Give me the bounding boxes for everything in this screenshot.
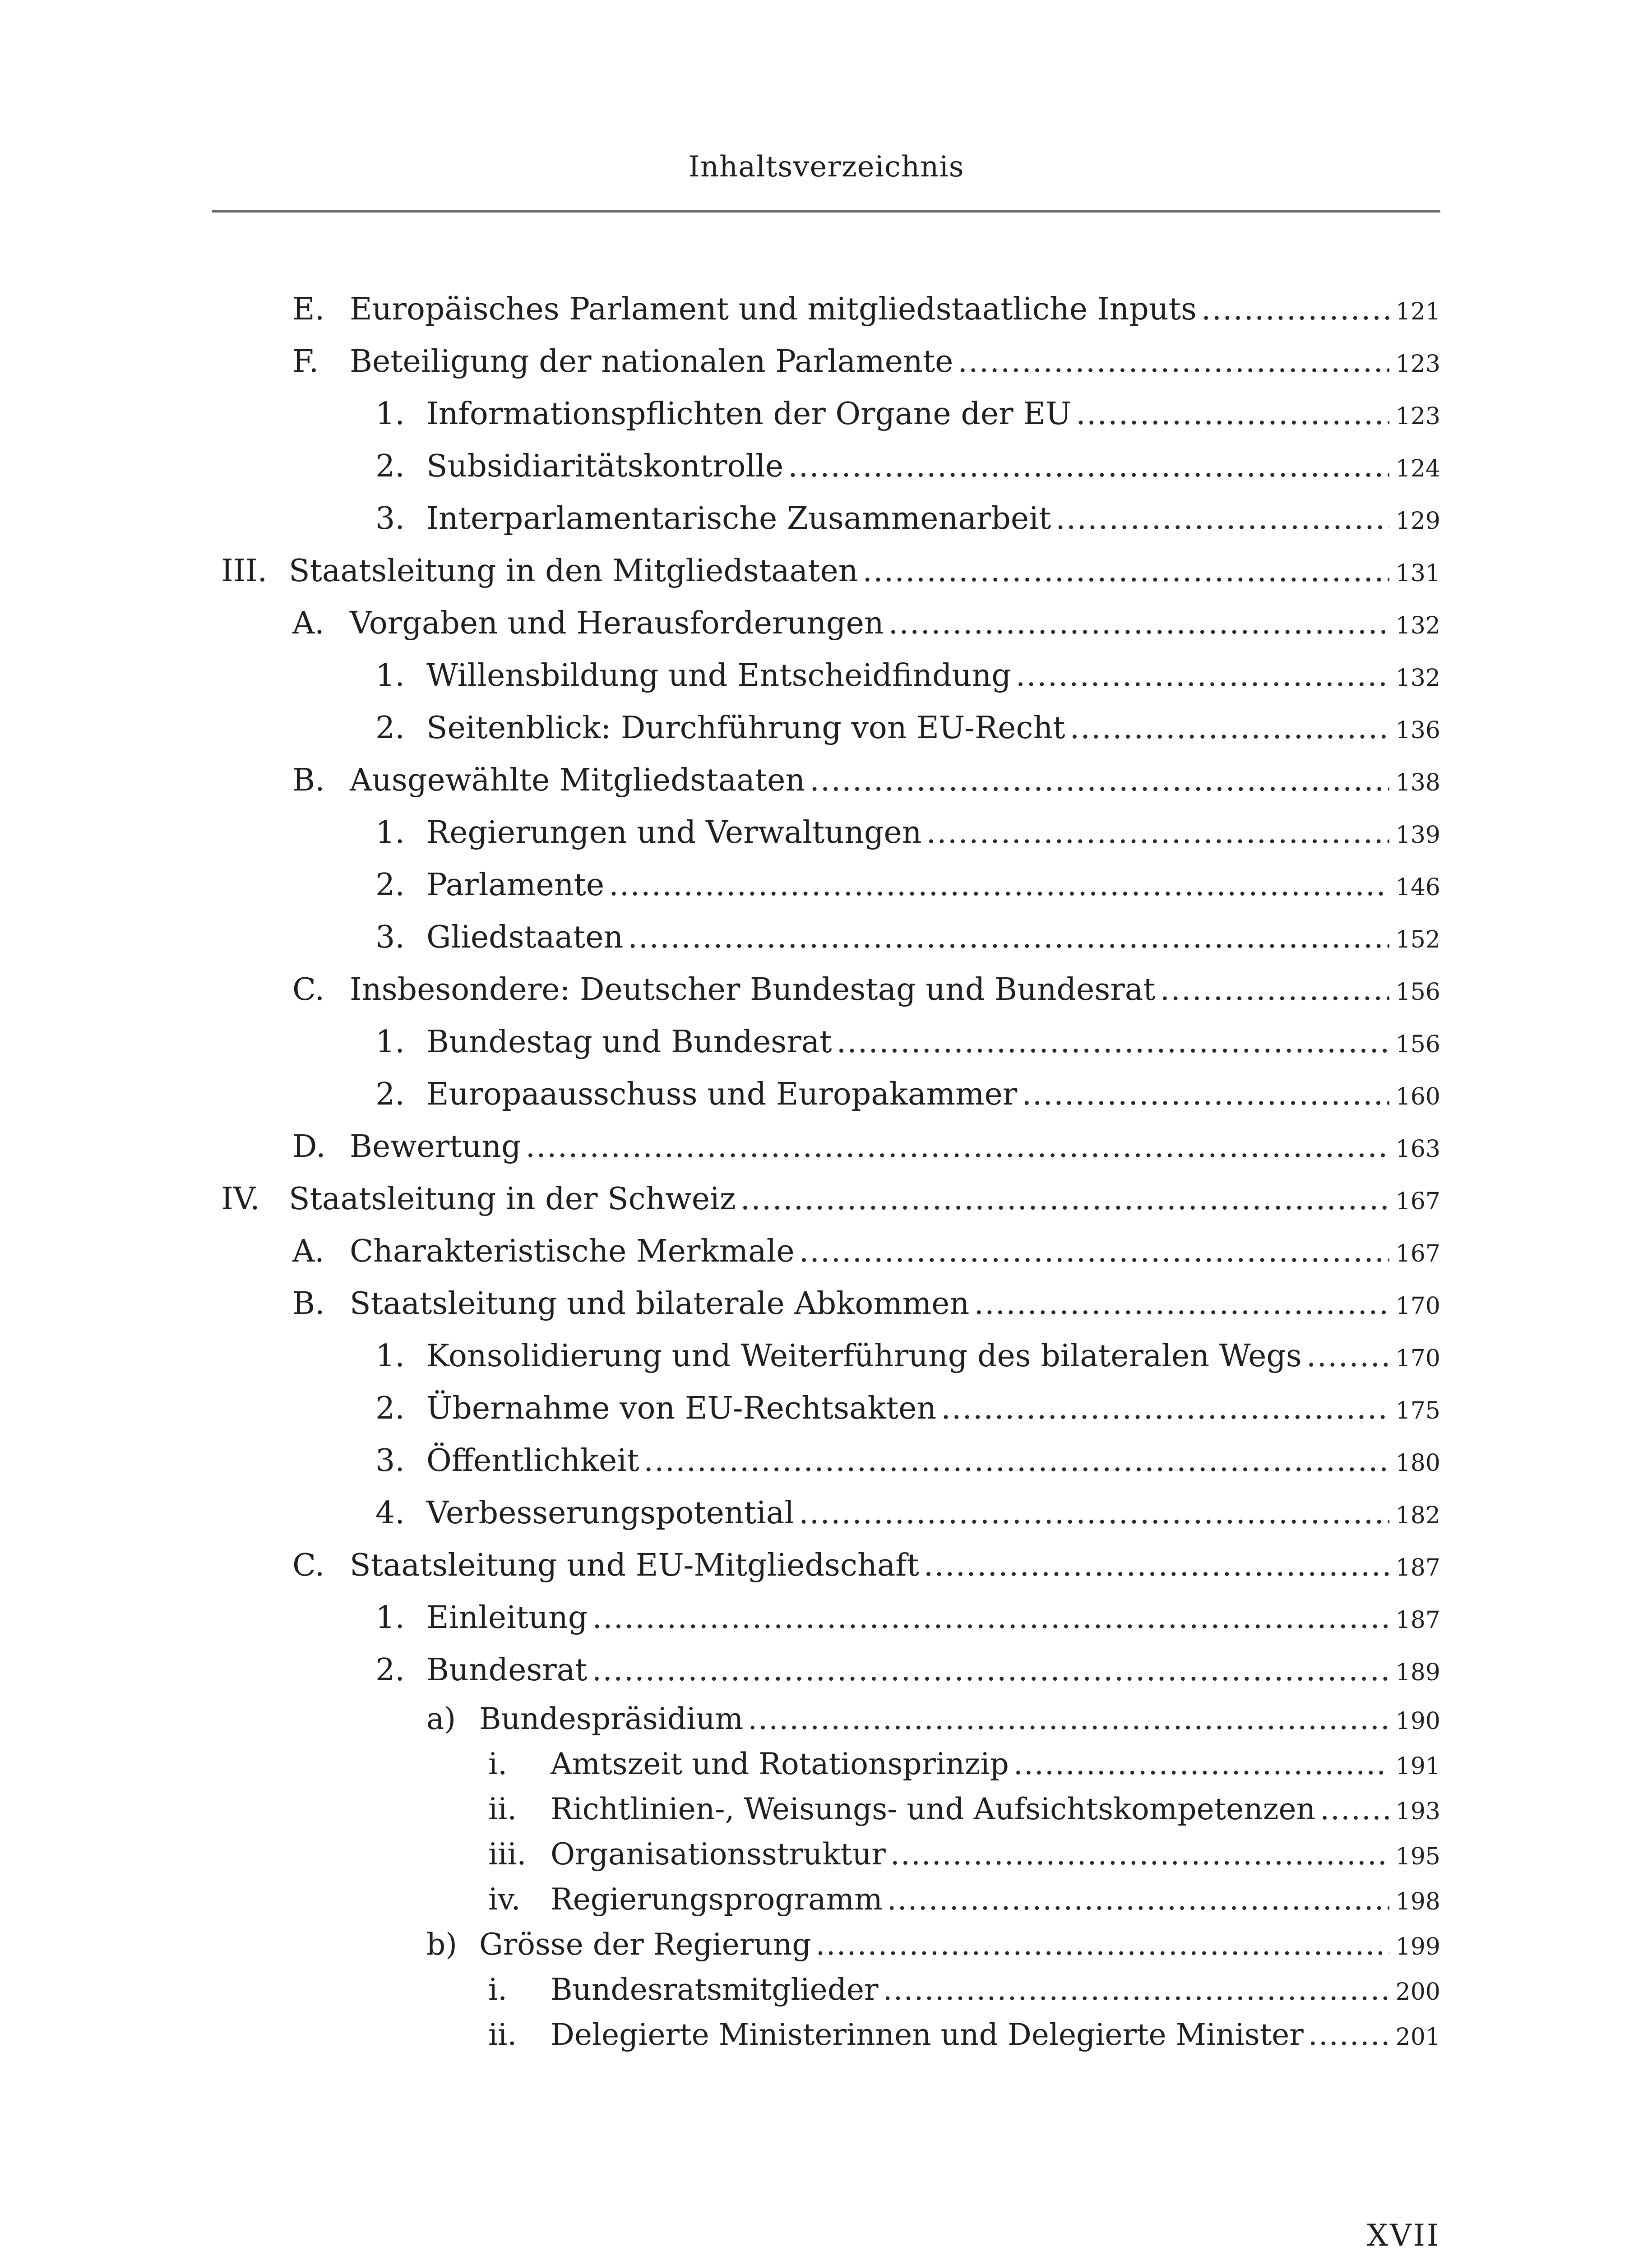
toc-entry[interactable] <box>0 1644 1652 1697</box>
toc-entry-number: A. <box>292 606 324 641</box>
toc-entry-title: Informationspflichten der Organe der EU <box>426 396 1072 432</box>
toc-entry[interactable] <box>0 964 1652 1016</box>
toc-entry-title: Willensbildung und Entscheidfindung <box>426 658 1011 693</box>
toc-entry-page: 191 <box>1395 1753 1440 1780</box>
toc-entry-title: Einleitung <box>426 1600 588 1636</box>
dot-leader <box>1070 702 1389 754</box>
toc-entry-title: Insbesondere: Deutscher Bundestag und Bundesrat <box>350 972 1156 1008</box>
toc-entry-number: 2. <box>375 1391 405 1426</box>
toc-entry-page: 187 <box>1395 1607 1440 1634</box>
toc-entry-title: Interparlamentarische Zusammenarbeit <box>426 501 1051 536</box>
toc-entry[interactable] <box>0 545 1652 597</box>
toc-entry-number: III. <box>221 553 268 589</box>
toc-entry-number: iv. <box>488 1882 521 1917</box>
toc-entry-number: iii. <box>488 1837 527 1872</box>
toc-entry-number: i. <box>488 1747 508 1781</box>
toc-entry[interactable] <box>0 1173 1652 1225</box>
toc-entry[interactable] <box>0 1435 1652 1487</box>
toc-entry-title: Seitenblick: Durchführung von EU-Recht <box>426 710 1065 746</box>
toc-entry[interactable] <box>0 1487 1652 1539</box>
toc-entry[interactable] <box>0 1787 1652 1832</box>
dot-leader <box>740 1173 1389 1225</box>
toc-entry-title: Richtlinien-, Weisungs- und Aufsichtskompetenzen <box>551 1792 1316 1826</box>
toc-entry[interactable] <box>0 1877 1652 1922</box>
toc-entry-number: B. <box>292 1286 325 1322</box>
dot-leader <box>628 911 1389 964</box>
toc-entry-title: Öffentlichkeit <box>426 1443 639 1479</box>
toc-entry-title: Ausgewählte Mitgliedstaaten <box>350 763 805 798</box>
toc-entry-page: 160 <box>1395 1083 1440 1110</box>
toc-entry-page: 189 <box>1395 1659 1440 1686</box>
toc-entry-title: Regierungen und Verwaltungen <box>426 815 922 851</box>
toc-entry-number: 1. <box>375 396 405 432</box>
toc-entry-number: i. <box>488 1972 508 2007</box>
toc-entry-page: 131 <box>1395 560 1440 587</box>
toc-entry-title: Parlamente <box>426 867 605 903</box>
toc-entry-number: 1. <box>375 815 405 851</box>
toc-entry-page: 182 <box>1395 1502 1440 1529</box>
toc-entry[interactable] <box>0 807 1652 859</box>
toc-entry-page: 152 <box>1395 926 1440 953</box>
toc-entry[interactable] <box>0 1225 1652 1278</box>
toc-entry-page: 123 <box>1395 351 1440 378</box>
toc-entry-page: 124 <box>1395 455 1440 482</box>
dot-leader <box>748 1697 1389 1742</box>
toc-entry[interactable] <box>0 1382 1652 1435</box>
toc-entry-page: 132 <box>1395 612 1440 639</box>
dot-leader <box>887 1877 1389 1922</box>
dot-leader <box>1306 1330 1389 1382</box>
toc-entry-title: Staatsleitung in den Mitgliedstaaten <box>289 553 858 589</box>
toc-entry-page: 200 <box>1395 1979 1440 2006</box>
toc-entry-number: 3. <box>375 501 405 536</box>
toc-entry-title: Gliedstaaten <box>426 920 624 955</box>
toc-entry[interactable] <box>0 1922 1652 1967</box>
toc-entry-page: 167 <box>1395 1240 1440 1267</box>
toc-entry-title: Staatsleitung und EU-Mitgliedschaft <box>350 1548 919 1583</box>
toc-entry-number: C. <box>292 1548 325 1583</box>
toc-entry[interactable] <box>0 650 1652 702</box>
toc-entry[interactable] <box>0 1068 1652 1121</box>
toc-entry-page: 139 <box>1395 822 1440 849</box>
toc-entry[interactable] <box>0 1592 1652 1644</box>
toc-entry-page: 167 <box>1395 1188 1440 1215</box>
toc-entry-title: Konsolidierung und Weiterführung des bilateralen Wegs <box>426 1338 1302 1374</box>
toc-entry-number: 3. <box>375 920 405 955</box>
toc-entry-title: Bundesrat <box>426 1652 588 1688</box>
dot-leader <box>788 440 1389 493</box>
toc-entry-page: 129 <box>1395 508 1440 535</box>
dot-leader <box>890 1832 1389 1877</box>
toc-entry[interactable] <box>0 1539 1652 1592</box>
dot-leader <box>888 597 1389 650</box>
toc-entry[interactable] <box>0 1121 1652 1173</box>
running-head: Inhaltsverzeichnis <box>688 150 964 184</box>
toc-entry-number: 2. <box>375 710 405 746</box>
toc-entry-number: 2. <box>375 867 405 903</box>
dot-leader <box>799 1487 1389 1539</box>
toc-entry[interactable] <box>0 440 1652 493</box>
toc-entry-page: 132 <box>1395 665 1440 692</box>
toc-entry[interactable] <box>0 1016 1652 1068</box>
toc-entry[interactable] <box>0 702 1652 754</box>
toc-entry-page: 201 <box>1395 2024 1440 2051</box>
toc-entry[interactable] <box>0 597 1652 650</box>
dot-leader <box>1320 1787 1389 1832</box>
dot-leader <box>926 807 1389 859</box>
toc-entry-number: IV. <box>221 1181 260 1217</box>
toc-entry[interactable] <box>0 1832 1652 1877</box>
toc-entry-number: F. <box>292 344 319 379</box>
toc-entry-title: Staatsleitung und bilaterale Abkommen <box>350 1286 970 1322</box>
toc-entry-title: Europaausschuss und Europakammer <box>426 1077 1018 1112</box>
toc-entry-page: 138 <box>1395 769 1440 796</box>
toc-entry-page: 146 <box>1395 874 1440 901</box>
toc-entry[interactable] <box>0 388 1652 440</box>
toc-entry[interactable] <box>0 1742 1652 1787</box>
dot-leader <box>810 754 1389 807</box>
toc-entry-page: 198 <box>1395 1888 1440 1915</box>
toc-entry-number: a) <box>426 1701 456 1736</box>
dot-leader <box>883 1967 1389 2012</box>
toc-entry-number: ii. <box>488 1792 517 1826</box>
toc-entry-page: 175 <box>1395 1397 1440 1424</box>
toc-entry-page: 136 <box>1395 717 1440 744</box>
toc-entry-title: Regierungsprogramm <box>551 1882 883 1917</box>
toc-entry-page: 187 <box>1395 1554 1440 1581</box>
dot-leader <box>816 1922 1389 1967</box>
toc-entry-title: Delegierte Ministerinnen und Delegierte Minister <box>551 2017 1304 2052</box>
toc-entry-page: 156 <box>1395 1031 1440 1058</box>
page-folio: XVII <box>1367 2218 1440 2253</box>
toc-entry-title: Europäisches Parlament und mitgliedstaatliche Inputs <box>350 291 1197 327</box>
toc-entry-page: 170 <box>1395 1293 1440 1320</box>
toc-entry-title: Übernahme von EU-Rechtsakten <box>426 1391 937 1426</box>
toc-entry[interactable] <box>0 1330 1652 1382</box>
toc-entry[interactable] <box>0 283 1652 336</box>
toc-entry-number: A. <box>292 1234 324 1269</box>
toc-entry-number: ii. <box>488 2017 517 2052</box>
toc-entry-title: Charakteristische Merkmale <box>350 1234 795 1269</box>
toc-entry[interactable] <box>0 754 1652 807</box>
dot-leader <box>924 1539 1389 1592</box>
toc-entry-title: Vorgaben und Herausforderungen <box>350 606 884 641</box>
dot-leader <box>958 336 1389 388</box>
dot-leader <box>1055 493 1389 545</box>
dot-leader <box>592 1644 1389 1697</box>
toc-entry[interactable] <box>0 493 1652 545</box>
dot-leader <box>941 1382 1389 1435</box>
toc-entry-number: b) <box>426 1927 457 1962</box>
dot-leader <box>1016 650 1389 702</box>
toc-entry-number: 3. <box>375 1443 405 1479</box>
toc-entry-number: 1. <box>375 1024 405 1060</box>
toc-entry[interactable] <box>0 336 1652 388</box>
toc-entry-title: Bewertung <box>350 1129 521 1165</box>
dot-leader <box>609 859 1389 911</box>
toc-entry-page: 193 <box>1395 1798 1440 1825</box>
dot-leader <box>1308 2012 1389 2057</box>
dot-leader <box>1201 283 1389 336</box>
toc-entry-title: Bundespräsidium <box>479 1701 744 1736</box>
toc-entry[interactable] <box>0 1967 1652 2012</box>
dot-leader <box>799 1225 1389 1278</box>
toc-entry-title: Verbesserungspotential <box>426 1495 795 1531</box>
dot-leader <box>643 1435 1389 1487</box>
dot-leader <box>863 545 1389 597</box>
toc-entry-page: 121 <box>1395 298 1440 325</box>
toc-entry[interactable] <box>0 1697 1652 1742</box>
toc-entry[interactable] <box>0 2012 1652 2057</box>
toc-entry-title: Bundesratsmitglieder <box>551 1972 879 2007</box>
toc-entry[interactable] <box>0 911 1652 964</box>
toc-entry-page: 170 <box>1395 1345 1440 1372</box>
dot-leader <box>1013 1742 1389 1787</box>
toc-entry[interactable] <box>0 1278 1652 1330</box>
toc-entry-title: Organisationsstruktur <box>551 1837 886 1872</box>
toc-entry[interactable] <box>0 859 1652 911</box>
toc-entry-number: 2. <box>375 448 405 484</box>
dot-leader <box>526 1121 1389 1173</box>
toc-entry-title: Bundestag und Bundesrat <box>426 1024 832 1060</box>
dot-leader <box>1160 964 1389 1016</box>
toc-entry-title: Grösse der Regierung <box>479 1927 811 1962</box>
toc-entry-number: 2. <box>375 1077 405 1112</box>
toc-entry-title: Beteiligung der nationalen Parlamente <box>350 344 953 379</box>
toc-entry-page: 156 <box>1395 979 1440 1006</box>
toc-entry-page: 163 <box>1395 1136 1440 1163</box>
toc-entry-number: 4. <box>375 1495 405 1531</box>
dot-leader <box>1022 1068 1389 1121</box>
toc-entry-number: B. <box>292 763 325 798</box>
toc-entry-title: Amtszeit und Rotationsprinzip <box>551 1747 1009 1781</box>
toc-entry-number: 1. <box>375 1600 405 1636</box>
toc-entry-title: Staatsleitung in der Schweiz <box>289 1181 736 1217</box>
toc-entry-number: 1. <box>375 658 405 693</box>
toc-entry-page: 195 <box>1395 1843 1440 1870</box>
dot-leader <box>974 1278 1389 1330</box>
dot-leader <box>592 1592 1389 1644</box>
toc-entry-number: E. <box>292 291 325 327</box>
toc-entry-title: Subsidiaritätskontrolle <box>426 448 784 484</box>
toc-entry-number: C. <box>292 972 325 1008</box>
toc-entry-page: 123 <box>1395 403 1440 430</box>
toc-entry-number: 1. <box>375 1338 405 1374</box>
dot-leader <box>1076 388 1389 440</box>
dot-leader <box>837 1016 1389 1068</box>
toc-entry-page: 190 <box>1395 1708 1440 1735</box>
toc-entry-page: 180 <box>1395 1450 1440 1477</box>
toc-entry-page: 199 <box>1395 1933 1440 1960</box>
toc-entry-number: D. <box>292 1129 326 1165</box>
toc-entry-number: 2. <box>375 1652 405 1688</box>
